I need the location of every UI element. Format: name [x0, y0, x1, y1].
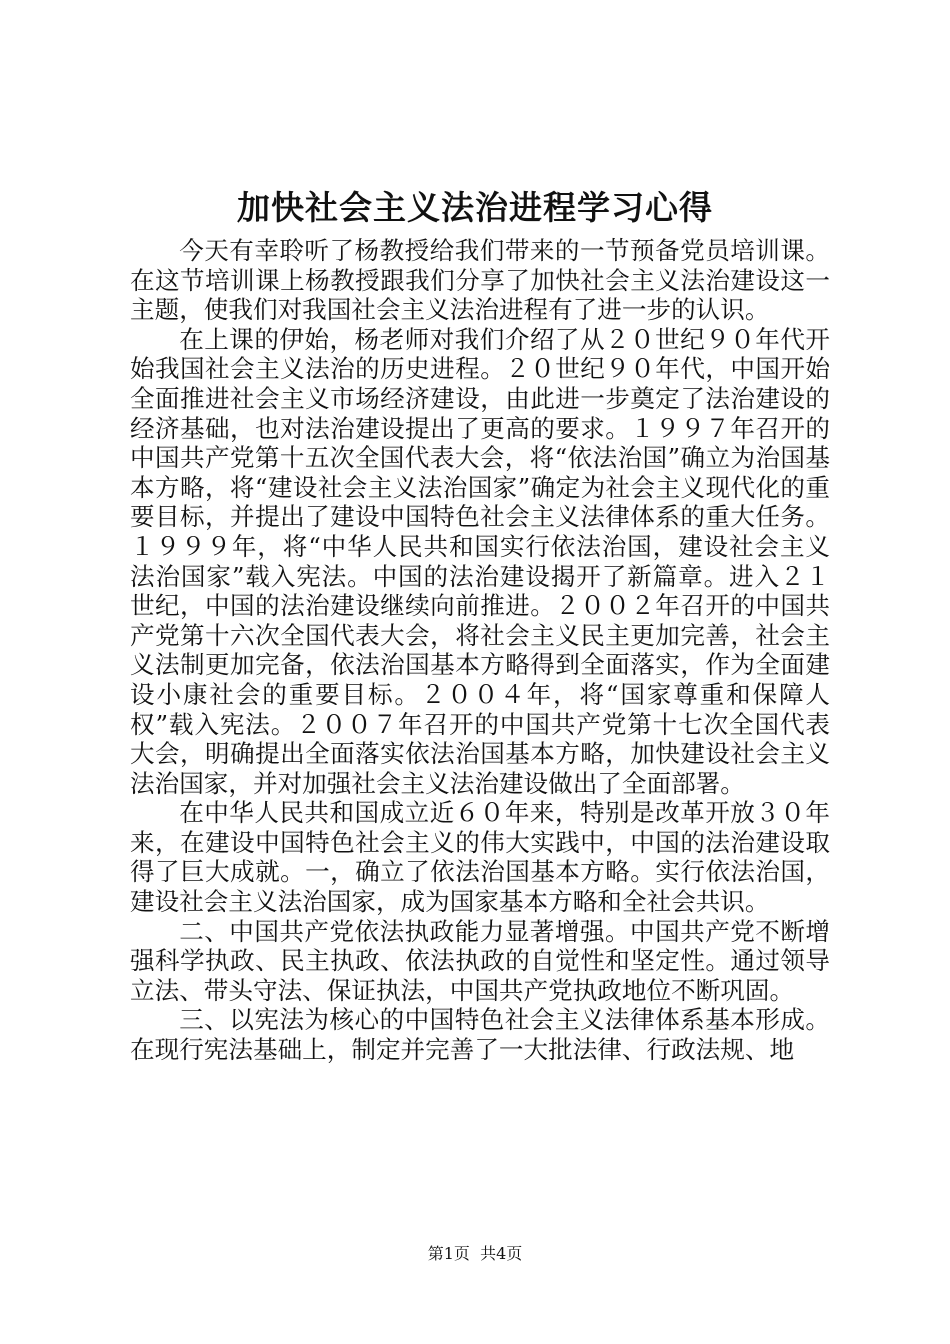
paragraph: 今天有幸聆听了杨教授给我们带来的一节预备党员培训课。在这节培训课上杨教授跟我们分享了加快社会主义法治建设这一主题，使我们对我国社会主义法治进程有了进一步的认识。: [130, 236, 830, 325]
document-body: [130, 236, 830, 1065]
paragraph: 在中华人民共和国成立近６０年来，特别是改革开放３０年来，在建设中国特色社会主义的伟大实践中，中国的法治建设取得了巨大成就。一，确立了依法治国基本方略。实行依法治国，建设社会主义法治国家，成为国家基本方略和全社会共识。: [130, 798, 830, 917]
document-title: 加快社会主义法治进程学习心得: [237, 188, 713, 227]
paragraph: 三、以宪法为核心的中国特色社会主义法律体系基本形成。在现行宪法基础上，制定并完善了一大批法律、行政法规、地: [130, 1005, 830, 1065]
page-total: 共4页: [480, 1244, 523, 1263]
paragraph: 二、中国共产党依法执政能力显著增强。中国共产党不断增强科学执政、民主执政、依法执政的自觉性和坚定性。通过领导立法、带头守法、保证执法，中国共产党执政地位不断巩固。: [130, 916, 830, 1005]
page-footer: [0, 1244, 950, 1264]
page-number: 第1页: [427, 1244, 470, 1263]
paragraph: 在上课的伊始，杨老师对我们介绍了从２０世纪９０年代开始我国社会主义法治的历史进程。２０世纪９０年代，中国开始全面推进社会主义市场经济建设，由此进一步奠定了法治建设的经济基础，也对法治建设提出了更高的要求。１９９７年召开的中国共产党第十五次全国代表大会，将“依法治国”确立为治国基本方略，将“建设社会主义法治国家”确定为社会主义现代化的重要目标，并提出了建设中国特色社会主义法律体系的重大任务。１９９９年，将“中华人民共和国实行依法治国，建设社会主义法治国家”载入宪法。中国的法治建设揭开了新篇章。进入２１世纪，中国的法治建设继续向前推进。２００２年召开的中国共产党第十六次全国代表大会，将社会主义民主更加完善，社会主义法制更加完备，依法治国基本方略得到全面落实，作为全面建设小康社会的重要目标。２００４年，将“国家尊重和保障人权”载入宪法。２００７年召开的中国共产党第十七次全国代表大会，明确提出全面落实依法治国基本方略，加快建设社会主义法治国家，并对加强社会主义法治建设做出了全面部署。: [130, 324, 830, 798]
